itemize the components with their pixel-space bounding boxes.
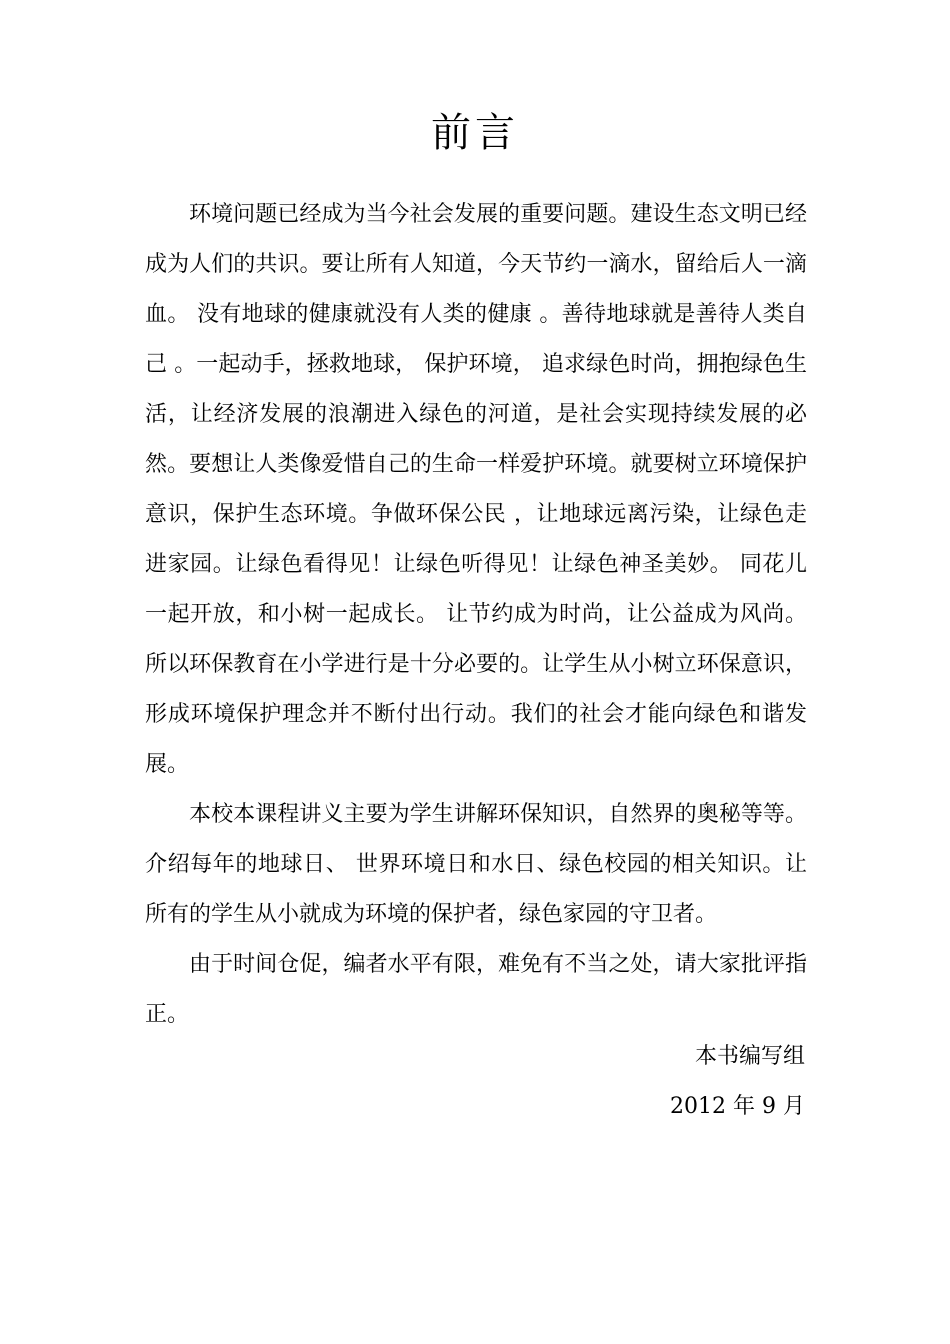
date: 2012 年 9 月 (670, 1094, 805, 1119)
paragraph-course: 本校本课程讲义主要为学生讲解环保知识，自然界的奥秘等等。介绍每年的地球日、 世界环境日和水日、绿色校园的相关知识。让所有的学生从小就成为环境的保护者，绿色家园的守卫者。 (145, 802, 807, 927)
page-title: 前言 (431, 110, 519, 156)
document-body (145, 190, 807, 1040)
signature: 本书编写组 (694, 1044, 805, 1069)
paragraph-apology: 由于时间仓促，编者水平有限，难免有不当之处，请大家批评指正。 (145, 952, 807, 1027)
paragraph-intro: 环境问题已经成为当今社会发展的重要问题。建设生态文明已经成为人们的共识。要让所有人知道，今天节约一滴水，留给后人一滴血。 没有地球的健康就没有人类的健康 。善待地球就是善待人类自己 。一起动手，拯救地球， 保护环境， 追求绿色时尚，拥抱绿色生活，让经济发展的浪潮进入绿色的河道，是社会实现持续发展的必然。要想让人类像爱惜自己的生命一样爱护环境。就要树立环境保护意识，保护生态环境。争做环保公民 ，让地球远离污染，让绿色走进家园。让绿色看得见！让绿色听得见！让绿色神圣美妙。 同花儿一起开放，和小树一起成长。 让节约成为时尚，让公益成为风尚。所以环保教育在小学进行是十分必要的。让学生从小树立环保意识，形成环境保护理念并不断付出行动。我们的社会才能向绿色和谐发展。 (145, 202, 807, 777)
